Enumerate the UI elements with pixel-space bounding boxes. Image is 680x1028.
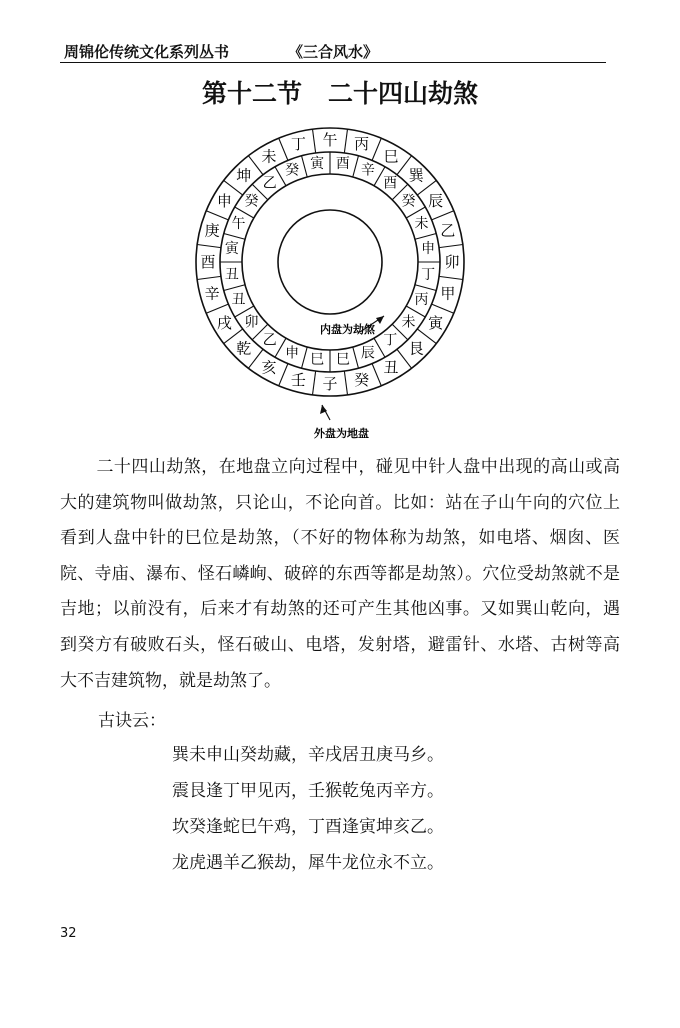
middle-sector-label-4: 卯 [244, 314, 259, 331]
outer-sector-label-8: 庚 [204, 221, 220, 240]
outer-sector-divider [279, 138, 288, 160]
section-name: 二十四山劫煞 [328, 79, 479, 108]
middle-sector-label-7: 寅 [224, 241, 239, 258]
outer-sector-label-11: 未 [261, 147, 277, 166]
middle-sector-label-6: 丑 [224, 266, 239, 283]
verse-line-1: 巽未申山癸劫藏，辛戌居丑庚马乡。 [172, 745, 444, 765]
middle-sector-label-24: 巳 [335, 352, 350, 369]
middle-sector-divider [415, 285, 436, 291]
middle-sector-divider [302, 156, 308, 177]
outer-sector-label-14: 丙 [354, 135, 370, 154]
middle-sector-label-16: 癸 [401, 193, 416, 210]
body-paragraph-text: 二十四山劫煞，在地盘立向过程中，碰见中针人盘中出现的高山或高大的建筑物叫做劫煞，只论山，不论向首。比如：站在子山午向的穴位上看到人盘中针的巳位是劫煞，（不好的物体称为劫煞，如电塔、烟囱、医院、寺庙、瀑布、怪石嶙峋、破碎的东西等都是劫煞）。穴位受劫煞就不是吉地；以前没有，后来才有劫煞的还可产生其他凶事。又如巽山乾向，遇到癸方有破败石头，怪石破山、电塔，发射塔，避雷针、水塔、古树等高大不吉建筑物，就是劫煞了。 [60, 457, 620, 691]
outer-sector-label-24: 癸 [354, 370, 370, 389]
section-number: 第十二节 [201, 79, 302, 108]
outer-sector-label-22: 艮 [408, 339, 424, 358]
outer-sector-label-7: 酉 [200, 253, 216, 271]
rhyme-intro: 古诀云： [98, 711, 166, 731]
middle-sector-divider [353, 347, 359, 368]
outer-sector-divider [206, 304, 228, 313]
middle-sector-label-22: 丁 [383, 332, 398, 349]
middle-sector-label-15: 酉 [383, 175, 398, 192]
outer-sector-label-12: 丁 [290, 135, 306, 154]
middle-sector-divider [224, 285, 245, 291]
middle-sector-label-18: 申 [421, 241, 436, 258]
middle-sector-label-19: 丁 [421, 266, 436, 283]
middle-sector-label-11: 癸 [285, 162, 300, 179]
outer-sector-label-17: 辰 [428, 192, 444, 210]
verse-line-3: 坎癸逢蛇巳午鸡，丁酉逢寅坤亥乙。 [172, 817, 444, 837]
middle-sector-label-2: 申 [285, 345, 300, 362]
outer-sector-divider [372, 138, 381, 160]
middle-sector-label-13: 酉 [335, 155, 350, 172]
middle-sector-label-3: 乙 [262, 332, 277, 349]
middle-sector-divider [224, 234, 245, 240]
middle-sector-label-1: 巳 [310, 352, 325, 369]
outer-sector-divider [344, 371, 347, 395]
outer-sector-divider [344, 129, 347, 153]
middle-sector-divider [415, 234, 436, 240]
outer-sector-divider [206, 211, 228, 220]
outer-sector-label-16: 巽 [408, 166, 424, 185]
body-paragraph [60, 450, 620, 699]
outer-sector-label-3: 亥 [261, 358, 277, 377]
middle-sector-divider [302, 347, 308, 368]
outer-sector-divider [439, 276, 463, 279]
outer-sector-divider [197, 276, 221, 279]
outer-sector-label-1: 子 [322, 375, 338, 393]
middle-sector-label-21: 未 [401, 314, 416, 331]
book-title: 《三合风水》 [288, 43, 379, 61]
outer-sector-divider [197, 245, 221, 248]
middle-sector-divider [353, 156, 359, 177]
outer-sector-label-5: 戌 [216, 314, 232, 332]
outer-sector-label-4: 乾 [236, 339, 252, 358]
middle-sector-label-8: 午 [231, 216, 246, 233]
outer-sector-divider [372, 364, 381, 386]
compass-diagram [170, 120, 490, 442]
middle-sector-label-14: 辛 [360, 162, 375, 179]
outer-sector-divider [432, 304, 454, 313]
outer-sector-divider [279, 364, 288, 386]
series-title: 周锦伦传统文化系列丛书 [64, 43, 230, 61]
middle-sector-label-10: 乙 [262, 175, 277, 192]
outer-sector-label-13: 午 [322, 131, 338, 149]
outer-disk-label: 外盘为地盘 [314, 427, 369, 440]
outer-sector-label-2: 壬 [290, 370, 306, 389]
outer-sector-label-9: 申 [216, 192, 232, 210]
outer-sector-divider [439, 245, 463, 248]
inner-disk-label: 内盘为劫煞 [320, 323, 375, 336]
header-divider [60, 62, 606, 63]
outer-sector-label-21: 寅 [428, 314, 444, 332]
verse-line-4: 龙虎遇羊乙猴劫，犀牛龙位永不立。 [172, 853, 444, 873]
middle-sector-label-12: 寅 [310, 155, 325, 172]
page-number: 32 [60, 926, 77, 941]
outer-sector-divider [313, 129, 316, 153]
outer-sector-label-6: 辛 [204, 284, 220, 303]
center-disk [278, 210, 382, 314]
middle-sector-label-9: 癸 [244, 193, 259, 210]
outer-sector-label-20: 甲 [440, 284, 456, 303]
outer-sector-label-10: 坤 [236, 166, 252, 185]
verse-line-2: 震艮逢丁甲见丙，壬猴乾兔丙辛方。 [172, 781, 444, 801]
section-title [0, 74, 680, 110]
outer-sector-label-19: 卯 [444, 253, 460, 271]
outer-sector-divider [313, 371, 316, 395]
middle-sector-label-17: 未 [414, 216, 429, 233]
outer-sector-divider [432, 211, 454, 220]
outer-sector-label-18: 乙 [440, 221, 456, 240]
middle-sector-label-20: 丙 [414, 291, 429, 308]
outer-sector-label-23: 丑 [383, 358, 399, 377]
middle-sector-label-23: 辰 [360, 345, 375, 362]
middle-sector-label-5: 丑 [231, 291, 246, 308]
outer-sector-label-15: 巳 [383, 147, 399, 166]
